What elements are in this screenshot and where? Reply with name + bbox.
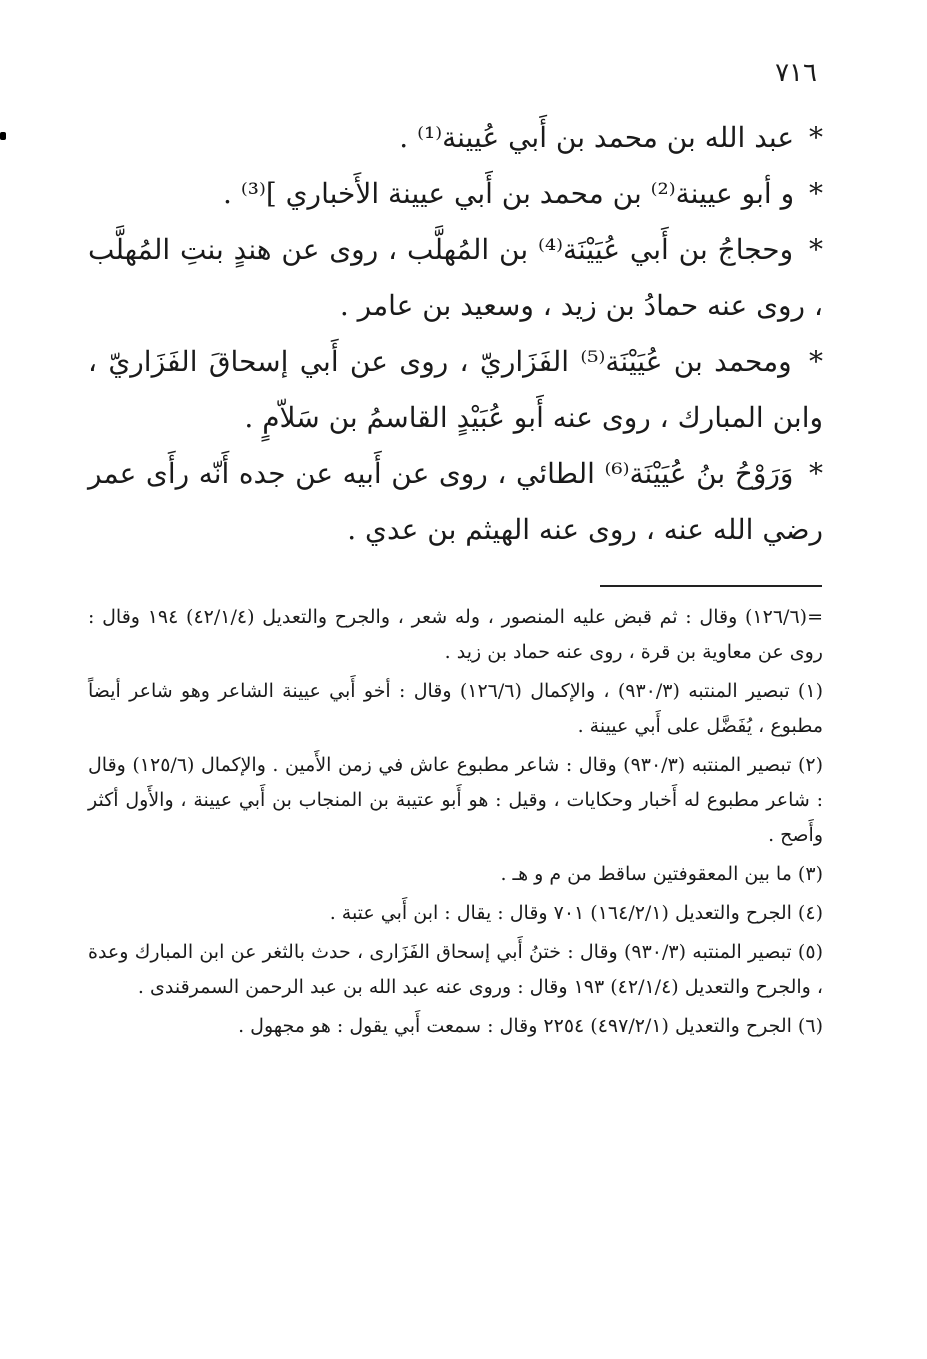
scan-edge-mark (0, 132, 6, 140)
footnote: (١) تبصير المنتبه (٩٣٠/٣) ، والإكمال (١٢٦/٦) وقال : أخو أَبي عيينة الشاعر وهو شاعر أيضاً مطبوع ، يُفَضَّل على أَبي عيينة . (88, 680, 823, 737)
entry-marker: * (809, 121, 823, 154)
footnote-continuation: =(١٢٦/٦) وقال : ثم قبض عليه المنصور ، وله شعر ، والجرح والتعديل (٤٢/١/٤) ١٩٤ وقال : روى عن معاوية بن قرة ، روى عنه حماد بن زيد . (88, 606, 823, 663)
page-number: ٧١٦ (775, 58, 817, 88)
entry (88, 334, 823, 446)
footnote: (٥) تبصير المنتبه (٩٣٠/٣) وقال : ختنُ أَبي إسحاق الفَزَارى ، حدث بالثغر عن ابن المبارك وعدة ، والجرح والتعديل (٤٢/١/٤) ١٩٣ وقال : وروى عنه عبد الله بن عبد الرحمن السمرقندى . (88, 941, 823, 998)
footnote-separator (600, 585, 822, 587)
entry (88, 222, 823, 334)
entry-text: وَرَوْحُ بنُ عُيَيْنَة⁽⁶⁾ الطائي ، روى عن أَبيه عن جده أَنّه رأَى عمر رضي الله عنه ، روى عنه الهيثم بن عدي . (88, 457, 823, 546)
main-text (88, 110, 823, 558)
entry-text: وحجاجُ بن أَبي عُيَيْنَة⁽⁴⁾ بن المُهلَّب ، روى عن هندٍ بنتِ المُهلَّب ، روى عنه حمادُ بن زيد ، وسعيد بن عامر . (88, 233, 823, 322)
footnote: (٣) ما بين المعقوفتين ساقط من م و هـ . (500, 863, 823, 885)
entry-marker: * (809, 457, 824, 490)
entry-marker: * (809, 177, 823, 210)
footnote: (٤) الجرح والتعديل (١٦٤/٢/١) ٧٠١ وقال : يقال : ابن أَبي عتبة . (329, 902, 823, 924)
entry (88, 110, 823, 166)
entry (88, 166, 823, 222)
entry-text: و أبو عيينة⁽²⁾ بن محمد بن أَبي عيينة الأَخباري ]⁽³⁾ . (223, 177, 795, 210)
entry (88, 446, 823, 558)
footnote: (٦) الجرح والتعديل (٤٩٧/٢/١) ٢٢٥٤ وقال : سمعت أَبي يقول : هو مجهول . (238, 1015, 823, 1037)
footnotes (88, 600, 823, 1048)
entry-text: عبد الله بن محمد بن أَبي عُيينة⁽¹⁾ . (399, 121, 795, 154)
entry-text: ومحمد بن عُيَيْنَة⁽⁵⁾ الفَزَاريّ ، روى عن أَبي إسحاقَ الفَزَاريّ ، وابن المبارك ، روى عنه أَبو عُبَيْدٍ القاسمُ بن سَلاّمٍ . (88, 345, 823, 434)
entry-marker: * (808, 345, 823, 378)
entry-marker: * (809, 233, 823, 266)
footnote: (٢) تبصير المنتبه (٩٣٠/٣) وقال : شاعر مطبوع عاش في زمن الأَمين . والإكمال (١٢٥/٦) وقال : شاعر مطبوع له أَخبار وحكايات ، وقيل : هو أَبو عتيبة بن المنجاب بن أَبي عيينة ، والأَول أكثر وأَصح . (88, 754, 823, 846)
